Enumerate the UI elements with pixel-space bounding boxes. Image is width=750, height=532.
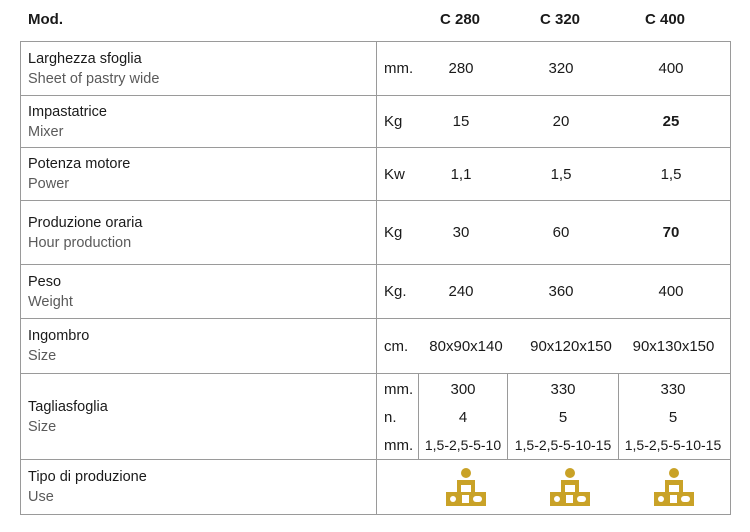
label-italian: Potenza motore (28, 156, 131, 172)
unit: mm. (384, 436, 414, 454)
label-english: Use (28, 489, 54, 505)
unit: n. (384, 408, 397, 426)
unit: Kg (384, 224, 403, 241)
value-c400: 400 (658, 283, 684, 300)
label-italian: Impastatrice (28, 103, 107, 120)
value-c400: 400 (658, 60, 684, 77)
unit: cm. (384, 337, 409, 355)
value-c280: 30 (452, 224, 470, 241)
value-c320: 1,5-2,5-5-10-15 (514, 437, 612, 453)
value-c320: 320 (548, 60, 574, 77)
unit: Kg. (384, 283, 407, 300)
artisan-workbench-icon (444, 466, 488, 510)
artisan-workbench-icon (652, 466, 696, 510)
value-c320: 90x120x150 (530, 337, 612, 355)
value-c280: 1,1 (450, 165, 472, 183)
value-c400: 5 (668, 408, 678, 426)
row-label (21, 460, 377, 514)
unit: mm. (384, 60, 414, 77)
label-italian: Tipo di produzione (28, 469, 147, 485)
label-italian: Produzione oraria (28, 214, 143, 231)
label-english: Weight (28, 293, 73, 310)
value-c280: 4 (458, 408, 468, 426)
value-c320: 60 (552, 224, 570, 241)
value-c280: 15 (452, 113, 470, 130)
row-power (21, 148, 730, 201)
label-english: Size (28, 348, 57, 364)
row-mixer (21, 96, 730, 148)
label-english: Sheet of pastry wide (28, 70, 160, 87)
value-c400: 330 (660, 380, 686, 398)
spec-table (20, 41, 731, 515)
row-label (21, 319, 377, 373)
value-c400: 1,5-2,5-5-10-15 (624, 437, 722, 453)
value-c280: 280 (448, 60, 474, 77)
row-size (21, 319, 730, 374)
label-english: Power (28, 176, 70, 192)
label-english: Hour production (28, 234, 132, 251)
value-c400: 25 (662, 113, 680, 130)
value-c280: 300 (450, 380, 476, 398)
label-italian: Ingombro (28, 328, 90, 344)
label-english: Size (28, 418, 57, 435)
unit: Kg (384, 113, 403, 130)
value-c320: 20 (552, 113, 570, 130)
label-english: Mixer (28, 123, 64, 140)
model-header-label: Mod. (28, 11, 63, 28)
label-italian: Tagliasfoglia (28, 398, 108, 415)
row-label (21, 96, 377, 147)
row-sheet-cutter (21, 374, 730, 460)
value-c320: 1,5 (550, 165, 572, 183)
row-label (21, 201, 377, 264)
value-c320: 330 (550, 380, 576, 398)
value-c320: 5 (558, 408, 568, 426)
unit: Kw (384, 165, 405, 183)
row-label (21, 374, 377, 459)
row-sheet-width (21, 42, 730, 96)
artisan-workbench-icon (548, 466, 592, 510)
model-c280-header: C 280 (439, 11, 481, 28)
row-production-type (21, 460, 730, 514)
value-c400: 90x130x150 (632, 337, 715, 355)
unit: mm. (384, 380, 414, 398)
row-label (21, 148, 377, 200)
value-c400: 70 (662, 224, 680, 241)
row-hour-production (21, 201, 730, 265)
model-c400-header: C 400 (644, 11, 686, 28)
row-label (21, 265, 377, 318)
value-c320: 360 (548, 283, 574, 300)
row-weight (21, 265, 730, 319)
value-c280: 1,5-2,5-5-10 (424, 437, 502, 453)
label-italian: Larghezza sfoglia (28, 50, 142, 67)
value-c280: 80x90x140 (429, 337, 503, 355)
model-c320-header: C 320 (539, 11, 581, 28)
label-italian: Peso (28, 273, 62, 290)
row-label (21, 42, 377, 95)
value-c400: 1,5 (660, 165, 682, 183)
value-c280: 240 (448, 283, 474, 300)
